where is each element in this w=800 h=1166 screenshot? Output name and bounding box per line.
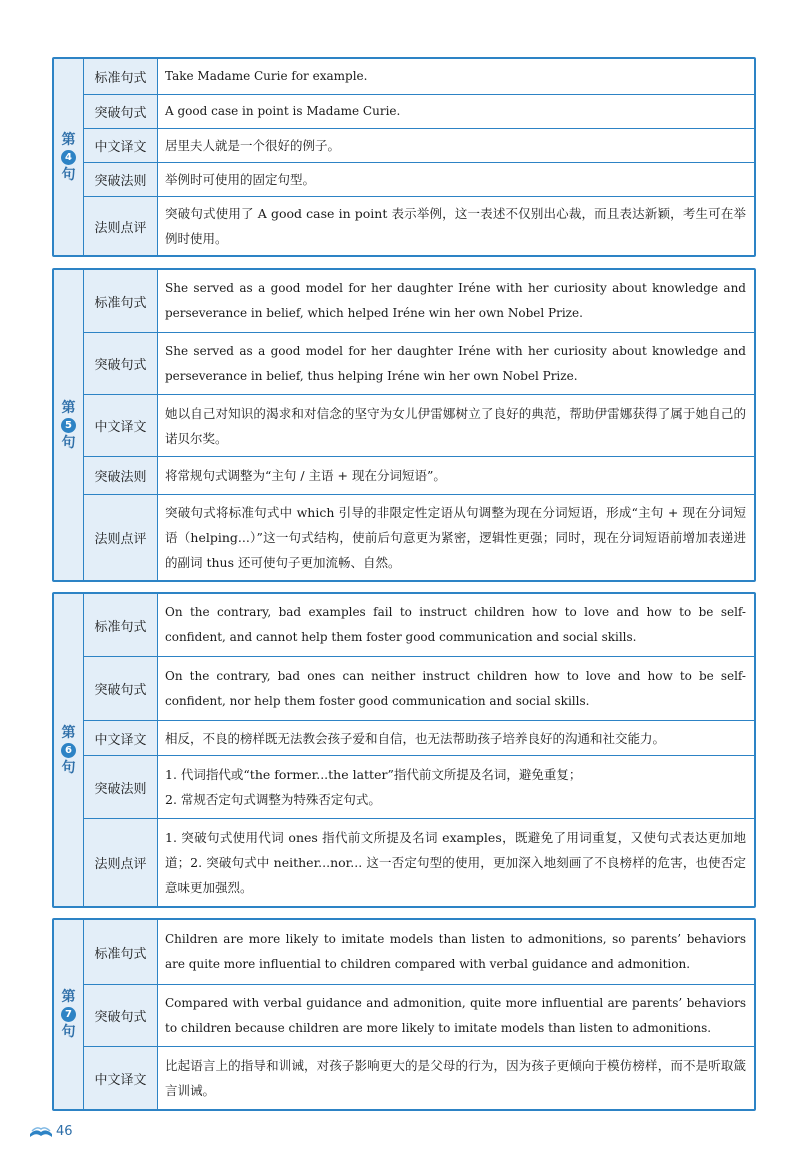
breakthrough-rule: 将常规句式调整为“主句 / 主语 + 现在分词短语”。	[165, 468, 446, 483]
rule-comment: 突破句式将标准句式中 which 引导的非限定性定语从句调整为现在分词短语，形成“主句 + 现在分词短语（helping...）”这一句式结构，使前后句意更为紧密，逻辑性更强；同时，现在分词短语前增加表递进的副词 thus 还可使句子更加流畅、自然。	[165, 505, 746, 570]
standard-sentence: Children are more likely to imitate models than listen to admonitions, so parents’ behaviors are quite more influential to children compared with verbal guidance and admonition.	[165, 932, 746, 971]
breakthrough-sentence: A good case in point is Madame Curie.	[165, 103, 401, 118]
side-di: 第	[61, 131, 76, 148]
standard-sentence: On the contrary, bad examples fail to instruct children how to love and how to be self-confident, and cannot help them foster good communication and social skills.	[165, 605, 746, 644]
rule-line: 1. 代词指代或“the former...the latter”指代前文所提及名词，避免重复；	[165, 767, 582, 782]
standard-sentence: Take Madame Curie for example.	[165, 68, 368, 83]
sentence-number-badge: 7	[61, 1007, 76, 1022]
sentence-block-6	[52, 592, 756, 908]
sentence-block-7	[52, 918, 756, 1111]
sentence-block-5	[52, 268, 756, 582]
page-number: 46	[56, 1124, 73, 1139]
rule-comment: 1. 突破句式使用代词 ones 指代前文所提及名词 examples，既避免了用词重复，又使句式表达更加地道；2. 突破句式中 neither...nor... 这一否定句型的使用，更加深入地刻画了不良榜样的危害，也使否定意味更加强烈。	[165, 830, 746, 895]
chinese-translation: 相反，不良的榜样既无法教会孩子爱和自信，也无法帮助孩子培养良好的沟通和社交能力。	[165, 730, 666, 746]
standard-sentence: She served as a good model for her daughter Iréne with her curiosity about knowledge and perseverance in belief, which helped Iréne win her own Nobel Prize.	[165, 281, 746, 320]
side-ju: 句	[61, 166, 76, 183]
chinese-translation: 她以自己对知识的渴求和对信念的坚守为女儿伊雷娜树立了良好的典范，帮助伊雷娜获得了属于她自己的诺贝尔奖。	[165, 405, 746, 446]
row-label-breakthrough: 突破句式	[84, 333, 158, 394]
sentence-number-label	[54, 270, 84, 580]
row-label-breakthrough: 突破句式	[84, 985, 158, 1046]
page-footer	[28, 1124, 73, 1139]
row-label-breakthrough: 突破句式	[84, 95, 158, 129]
row-label-rule: 突破法则	[84, 163, 158, 196]
sentence-number-badge: 4	[61, 150, 76, 165]
sentence-number-badge: 5	[61, 418, 76, 433]
side-ju: 句	[61, 434, 76, 451]
row-label-translation: 中文译文	[84, 395, 158, 456]
breakthrough-rule: 举例时可使用的固定句型。	[165, 172, 316, 187]
row-label-rule: 突破法则	[84, 457, 158, 494]
row-label-standard: 标准句式	[84, 59, 158, 94]
side-di: 第	[61, 989, 76, 1005]
side-di: 第	[61, 724, 76, 741]
rule-comment: 突破句式使用了 A good case in point 表示举例，这一表述不仅别出心裁，而且表达新颖，考生可在举例时使用。	[165, 206, 746, 246]
row-label-rule: 突破法则	[84, 756, 158, 818]
chinese-translation: 居里夫人就是一个很好的例子。	[165, 138, 341, 153]
breakthrough-sentence: On the contrary, bad ones can neither instruct children how to love and how to be self-confident, nor help them foster good communication and social skills.	[165, 668, 746, 708]
row-label-translation: 中文译文	[84, 129, 158, 162]
breakthrough-sentence: Compared with verbal guidance and admonition, quite more influential are parents’ behaviors to children because children are more likely to imitate models than listen to admonitions.	[165, 995, 746, 1035]
sentence-number-badge: 6	[61, 743, 76, 758]
row-label-breakthrough: 突破句式	[84, 657, 158, 720]
side-ju: 句	[61, 759, 76, 776]
row-label-translation: 中文译文	[84, 721, 158, 755]
row-label-comment: 法则点评	[84, 819, 158, 906]
sentence-number-label	[54, 920, 84, 1109]
sentence-block-4	[52, 57, 756, 257]
row-label-translation: 中文译文	[84, 1047, 158, 1109]
row-label-comment: 法则点评	[84, 495, 158, 580]
row-label-standard: 标准句式	[84, 270, 158, 332]
rule-line: 2. 常规否定句式调整为特殊否定句式。	[165, 792, 381, 807]
row-label-standard: 标准句式	[84, 594, 158, 656]
sentence-number-label	[54, 59, 84, 255]
row-label-standard: 标准句式	[84, 920, 158, 984]
sentence-number-label	[54, 594, 84, 906]
breakthrough-rule	[158, 756, 754, 818]
side-ju: 句	[61, 1024, 76, 1040]
row-label-comment: 法则点评	[84, 197, 158, 255]
book-icon	[28, 1125, 54, 1139]
breakthrough-sentence: She served as a good model for her daughter Iréne with her curiosity about knowledge and perseverance in belief, thus helping Iréne win her own Nobel Prize.	[165, 343, 746, 383]
side-di: 第	[61, 399, 76, 416]
chinese-translation: 比起语言上的指导和训诫，对孩子影响更大的是父母的行为，因为孩子更倾向于模仿榜样，而不是听取箴言训诫。	[165, 1058, 746, 1098]
